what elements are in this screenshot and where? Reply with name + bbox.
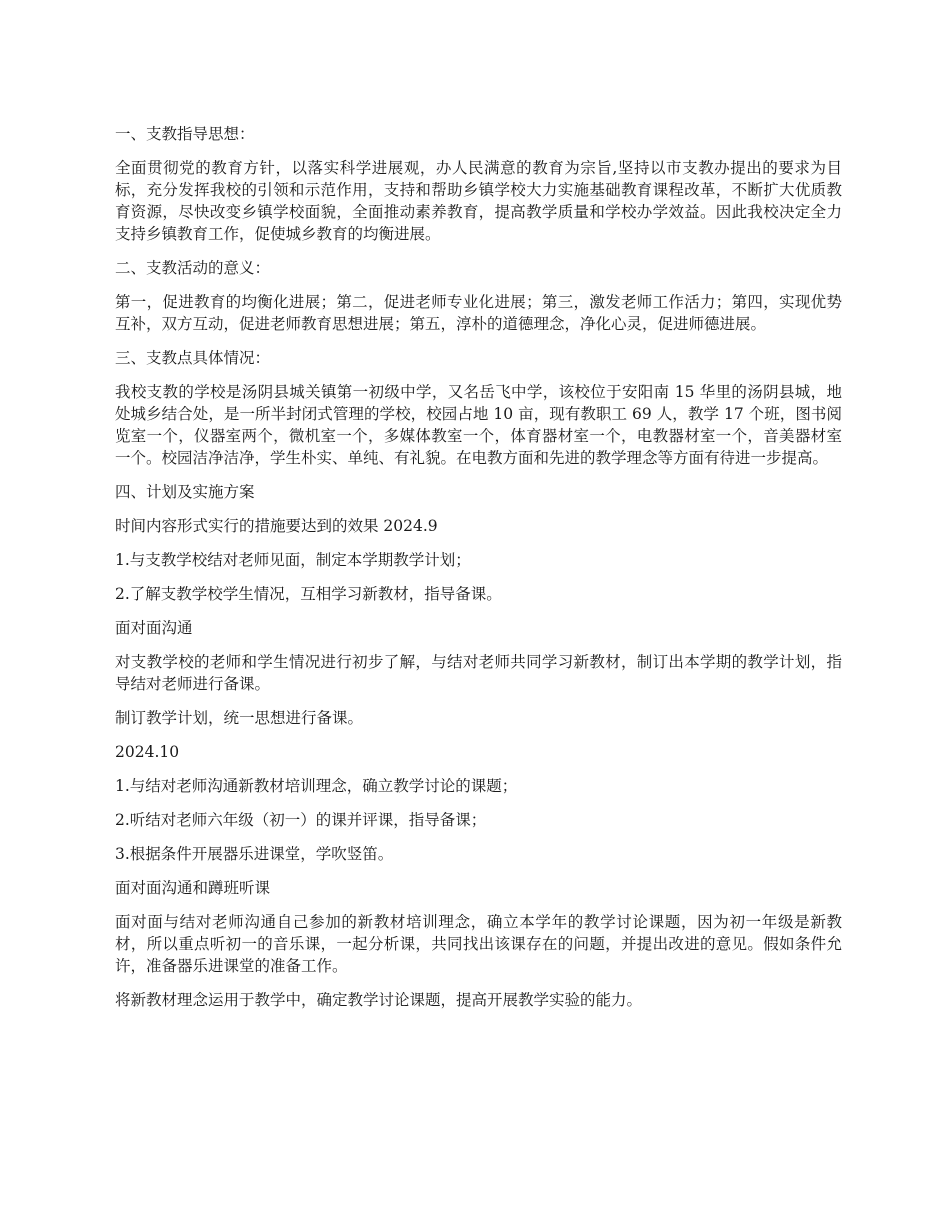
- heading-guiding-ideology: 一、支教指导思想：: [115, 125, 255, 143]
- plan-oct-date: 2024.10: [115, 743, 180, 761]
- plan-sep-measures: 对支教学校的老师和学生情况进行初步了解，与结对老师共同学习新教材，制订出本学期的教学计划，指导结对老师进行备课。: [115, 653, 842, 693]
- paragraph-school-details: 我校支教的学校是汤阴县城关镇第一初级中学，又名岳飞中学，该校位于安阳南 15 华里的汤阴县城，地处城乡结合处，是一所半封闭式管理的学校，校园占地 10 亩，现有教职工 69 人，教学 17 个班，图书阅览室一个，仪器室两个，微机室一个，多媒体教室一个，体育器材室一个，电教器材室一个，音美器材室一个。校园洁净洁净，学生朴实、单纯、有礼貌。在电教方面和先进的教学理念等方面有待进一步提高。: [115, 383, 842, 467]
- heading-significance: 二、支教活动的意义：: [115, 259, 271, 277]
- plan-oct-effect: 将新教材理念运用于教学中，确定教学讨论课题，提高开展教学实验的能力。: [115, 991, 643, 1009]
- plan-sep-form: 面对面沟通: [115, 619, 193, 637]
- plan-oct-form: 面对面沟通和蹲班听课: [115, 879, 271, 897]
- heading-school-details: 三、支教点具体情况：: [115, 349, 271, 367]
- plan-oct-item-2: 2.听结对老师六年级（初一）的课并评课，指导备课；: [115, 811, 487, 829]
- document-page: [115, 123, 842, 1023]
- plan-oct-item-3: 3.根据条件开展器乐进课堂，学吹竖笛。: [115, 845, 394, 863]
- plan-sep-effect: 制订教学计划，统一思想进行备课。: [115, 709, 364, 727]
- plan-sep-item-2: 2.了解支教学校学生情况，互相学习新教材，指导备课。: [115, 585, 502, 603]
- plan-table-header: 时间内容形式实行的措施要达到的效果 2024.9: [115, 517, 438, 535]
- paragraph-significance: 第一，促进教育的均衡化进展；第二，促进老师专业化进展；第三，激发老师工作活力；第四，实现优势互补，双方互动，促进老师教育思想进展；第五，淳朴的道德理念，净化心灵，促进师德进展。: [115, 293, 842, 333]
- plan-oct-item-1: 1.与结对老师沟通新教材培训理念，确立教学讨论的课题；: [115, 777, 518, 795]
- plan-oct-measures: 面对面与结对老师沟通自己参加的新教材培训理念，确立本学年的教学讨论课题，因为初一年级是新教材，所以重点听初一的音乐课，一起分析课，共同找出该课存在的问题，并提出改进的意见。假如条件允许，准备器乐进课堂的准备工作。: [115, 913, 842, 975]
- plan-sep-item-1: 1.与支教学校结对老师见面，制定本学期教学计划；: [115, 551, 471, 569]
- heading-plan: 四、计划及实施方案: [115, 483, 255, 501]
- paragraph-guiding-ideology: 全面贯彻党的教育方针，以落实科学进展观，办人民满意的教育为宗旨,坚持以市支教办提出的要求为目标，充分发挥我校的引领和示范作用，支持和帮助乡镇学校大力实施基础教育课程改革，不断扩大优质教育资源，尽快改变乡镇学校面貌，全面推动素养教育，提高教学质量和学校办学效益。因此我校决定全力支持乡镇教育工作，促使城乡教育的均衡进展。: [115, 159, 842, 243]
